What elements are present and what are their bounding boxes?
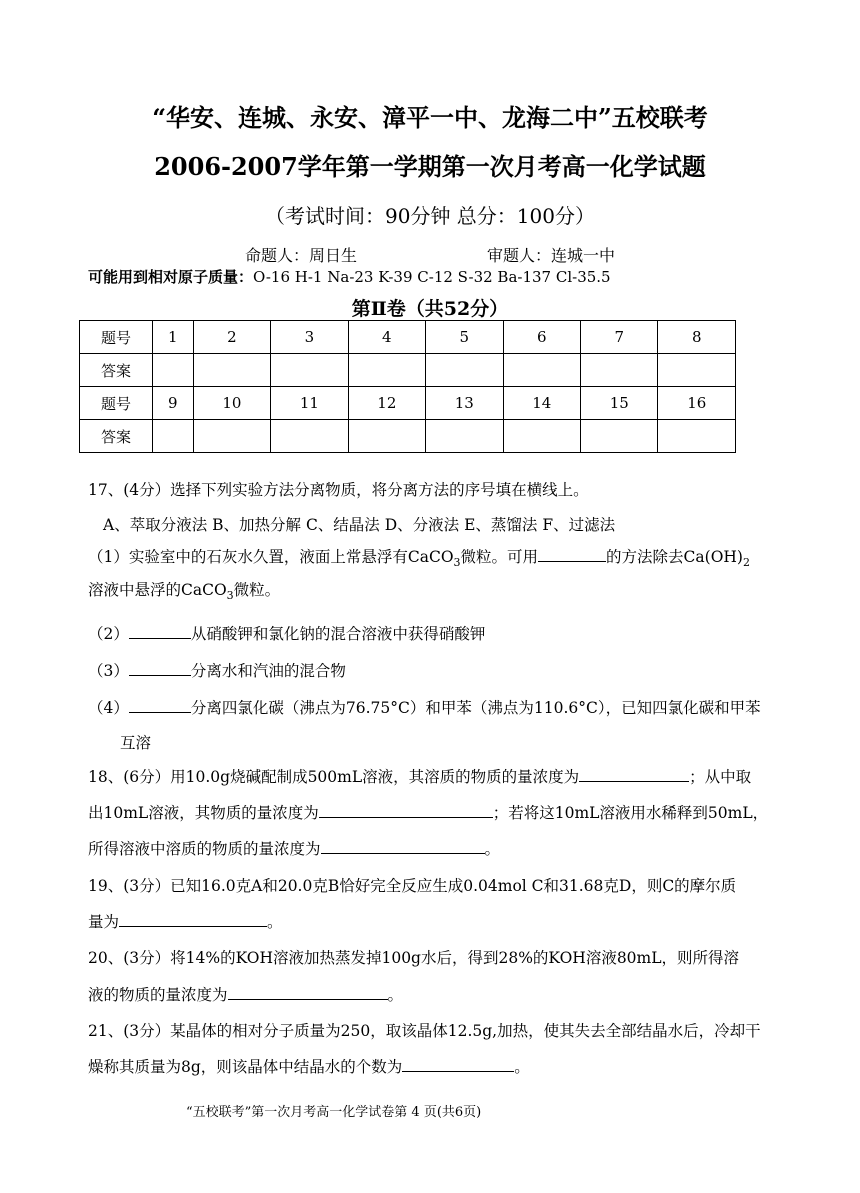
q17-part2: [88, 622, 485, 644]
answer-cell: [426, 354, 503, 387]
table-cell: 4: [348, 321, 425, 354]
table-row: [80, 354, 736, 387]
subscript: 3: [226, 589, 234, 603]
table-cell: 1: [153, 321, 194, 354]
table-row: [80, 321, 736, 354]
q17-part1-text: 微粒。: [233, 581, 281, 599]
answer-blank[interactable]: [129, 624, 191, 639]
q20-line2: [88, 983, 403, 1005]
q17-part4-continued: 互溶: [120, 734, 152, 752]
q17-part1-line2: [88, 578, 280, 602]
q20-text: 液的物质的量浓度为: [88, 986, 228, 1004]
table-cell-label: 题号: [80, 387, 153, 420]
q17-part1-text: 的方法除去Ca(OH): [606, 548, 743, 566]
table-cell: 13: [426, 387, 503, 420]
answer-blank[interactable]: [129, 698, 191, 713]
table-cell: 8: [658, 321, 736, 354]
table-cell: 6: [503, 321, 580, 354]
q19-text: 量为: [88, 913, 120, 931]
q17-stem: 17、(4分）选择下列实验方法分离物质，将分离方法的序号填在横线上。: [88, 481, 589, 499]
answer-blank[interactable]: [538, 547, 606, 562]
q18-line1: [88, 765, 751, 787]
table-cell: 9: [153, 387, 194, 420]
q17-part1-line1: [88, 545, 750, 569]
answer-cell: [503, 420, 580, 453]
q17-part2-number: （2）: [88, 625, 129, 643]
answer-cell: [658, 420, 736, 453]
q17-part2-text: 从硝酸钾和氯化钠的混合溶液中获得硝酸钾: [190, 625, 486, 643]
q17-part4: [88, 696, 761, 718]
q18-text: 18、(6分）用10.0g烧碱配制成500mL溶液，其溶质的物质的量浓度为: [88, 768, 580, 786]
table-cell: 7: [581, 321, 658, 354]
answer-table: [79, 320, 736, 453]
table-cell-label: 答案: [80, 420, 153, 453]
table-cell: 16: [658, 387, 736, 420]
answer-cell: [581, 420, 658, 453]
q17-part4-number: （4）: [88, 699, 129, 717]
q20-line1: 20、(3分）将14%的KOH溶液加热蒸发掉100g水后，得到28%的KOH溶液80mL，则所得溶: [88, 949, 740, 967]
answer-cell: [193, 354, 270, 387]
table-cell: 3: [271, 321, 348, 354]
table-cell: 12: [348, 387, 425, 420]
atomic-mass-line: [88, 266, 611, 287]
table-row: [80, 387, 736, 420]
q21-line2: [88, 1055, 530, 1077]
q18-text: ；若将这10mL溶液用水稀释到50mL，: [492, 804, 769, 822]
answer-cell: [348, 354, 425, 387]
subscript: 2: [742, 556, 750, 570]
author: 命题人：周日生: [245, 246, 358, 265]
answer-cell: [658, 354, 736, 387]
page-footer: “五校联考”第一次月考高一化学试卷第 4 页(共6页): [186, 1105, 482, 1120]
answer-cell: [581, 354, 658, 387]
q17-part3-text: 分离水和汽油的混合物: [190, 662, 346, 680]
q18-text: 出10mL溶液，其物质的量浓度为: [88, 804, 319, 822]
answer-cell: [348, 420, 425, 453]
answer-cell: [271, 354, 348, 387]
answer-blank[interactable]: [119, 912, 267, 927]
q18-text: 。: [484, 840, 501, 858]
answer-cell: [193, 420, 270, 453]
q17-part4-text: 分离四氯化碳（沸点为76.75°C）和甲苯（沸点为110.6°C），已知四氯化碳和甲苯: [190, 699, 761, 717]
q21-text: 燥称其质量为8g，则该晶体中结晶水的个数为: [88, 1058, 403, 1076]
answer-blank[interactable]: [129, 661, 191, 676]
section-title: 第Ⅱ卷（共52分）: [351, 298, 509, 320]
q18-line2: [88, 801, 768, 823]
answer-blank[interactable]: [402, 1057, 514, 1072]
answer-cell: [153, 354, 194, 387]
answer-cell: [271, 420, 348, 453]
table-cell-label: 答案: [80, 354, 153, 387]
table-cell: 15: [581, 387, 658, 420]
q19-text: 。: [267, 913, 283, 931]
q17-options: A、萃取分液法 B、加热分解 C、结晶法 D、分液法 E、蒸馏法 F、过滤法: [103, 516, 616, 534]
exam-info: （考试时间：90分钟 总分：100分）: [265, 204, 595, 228]
q18-line3: [88, 837, 500, 859]
answer-cell: [426, 420, 503, 453]
subscript: 3: [453, 556, 461, 570]
table-cell-label: 题号: [80, 321, 153, 354]
q17-part1-text: 微粒。可用: [460, 548, 539, 566]
q17-part1-text: （1）实验室中的石灰水久置，液面上常悬浮有CaCO: [88, 548, 454, 566]
q19-line1: 19、(3分）已知16.0克A和20.0克B恰好完全反应生成0.04mol C和31.68克D，则C的摩尔质: [88, 877, 737, 895]
table-cell: 14: [503, 387, 580, 420]
answer-cell: [503, 354, 580, 387]
answer-cell: [153, 420, 194, 453]
exam-title-line2: 2006-2007学年第一学期第一次月考高一化学试题: [154, 152, 706, 181]
atomic-mass-values: O-16 H-1 Na-23 K-39 C-12 S-32 Ba-137 Cl-35.5: [253, 268, 611, 286]
answer-blank[interactable]: [228, 985, 388, 1000]
exam-title-line1: “华安、连城、永安、漳平一中、龙海二中”五校联考: [152, 103, 708, 132]
answer-blank[interactable]: [321, 839, 485, 854]
table-row: [80, 420, 736, 453]
q20-text: 。: [387, 986, 404, 1004]
q17-part3: [88, 659, 346, 681]
q17-part3-number: （3）: [88, 662, 129, 680]
answer-blank[interactable]: [319, 803, 493, 818]
reviewer: 审题人：连城一中: [487, 246, 616, 265]
q17-part1-text: 溶液中悬浮的CaCO: [88, 581, 227, 599]
table-cell: 11: [271, 387, 348, 420]
answer-blank[interactable]: [579, 767, 689, 782]
q21-text: 。: [514, 1058, 530, 1076]
q18-text: 所得溶液中溶质的物质的量浓度为: [88, 840, 321, 858]
q18-text: ；从中取: [689, 768, 752, 786]
q19-line2: [88, 910, 283, 932]
table-cell: 5: [426, 321, 503, 354]
table-cell: 2: [193, 321, 270, 354]
q21-line1: 21、(3分）某晶体的相对分子质量为250，取该晶体12.5g,加热，使其失去全部结晶水后，冷却干: [88, 1022, 761, 1040]
atomic-mass-label: 可能用到相对原子质量：: [88, 268, 254, 286]
table-cell: 10: [193, 387, 270, 420]
